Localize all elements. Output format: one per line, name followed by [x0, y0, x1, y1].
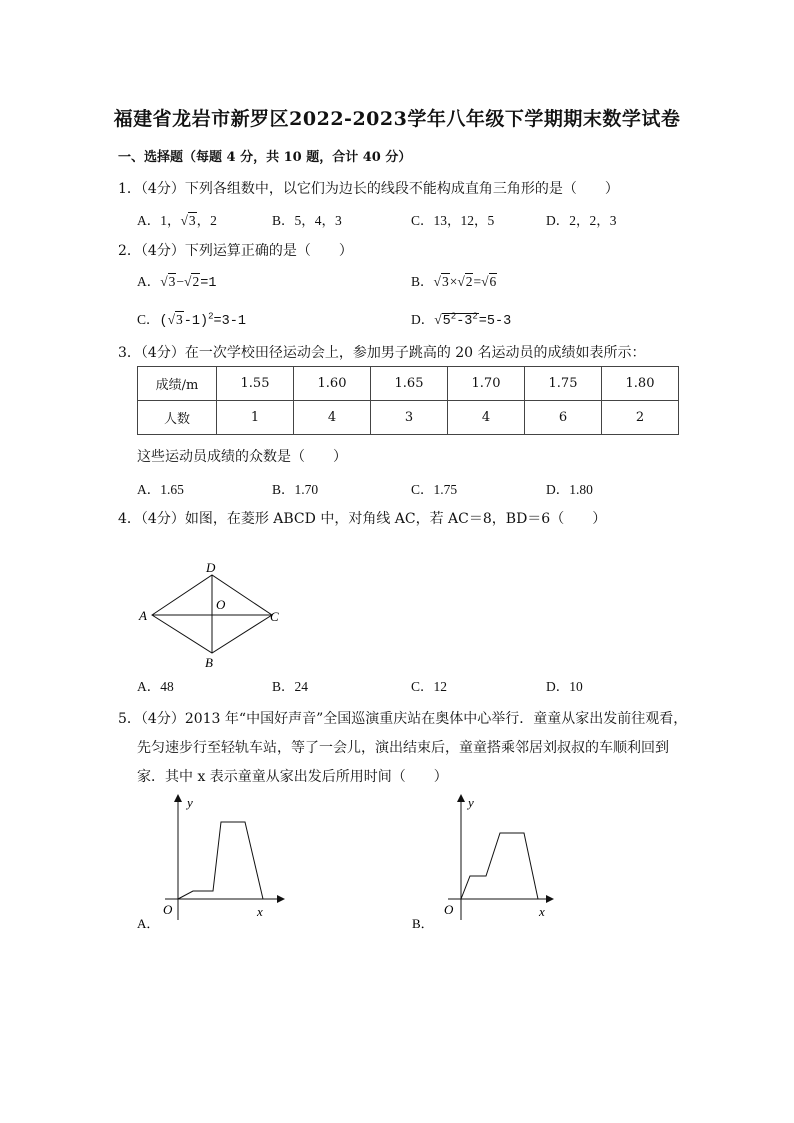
option-text: 1.65 — [160, 482, 184, 497]
option-label: B． — [411, 274, 434, 289]
paren: ( — [159, 314, 168, 329]
base: 5 — [442, 314, 451, 329]
option-label: B． — [272, 482, 295, 497]
table-cell: 1 — [217, 401, 294, 435]
score-table — [137, 366, 679, 435]
option-text: ，2 — [196, 213, 217, 228]
q1-option-a: A．1，√3，2 — [137, 213, 217, 228]
table-cell: 1.60 — [294, 367, 371, 401]
question-3 — [118, 342, 646, 362]
option-text: 5，4，3 — [294, 213, 342, 228]
option-label: C． — [411, 679, 434, 694]
q3-question: 这些运动员成绩的众数是（ ） — [137, 449, 347, 465]
option-label: A． — [137, 679, 161, 694]
option-text: 1， — [160, 213, 181, 228]
option-text: 12 — [433, 679, 448, 694]
option-label: B． — [272, 679, 295, 694]
graph-a — [135, 792, 285, 932]
result: =5-3 — [478, 314, 512, 329]
question-2 — [118, 240, 353, 260]
radicand: 3 — [168, 274, 176, 289]
question-text: （4分）2013 年“中国好声音”全国巡演重庆站在奥体中心举行．童童从家出发前往观看， — [140, 711, 688, 727]
table-cell: 1.55 — [217, 367, 294, 401]
option-label: A． — [137, 213, 161, 228]
vertex-label-b: B — [205, 655, 213, 670]
option-label: B． — [272, 213, 295, 228]
table-cell: 6 — [525, 401, 602, 435]
distance-time-line — [461, 833, 538, 899]
table-cell: 1.70 — [448, 367, 525, 401]
option-label: D． — [546, 482, 570, 497]
question-5-line-3: 家．其中 x 表示童童从家出发后所用时间（ ） — [137, 769, 448, 785]
table-cell: 4 — [294, 401, 371, 435]
question-5-line-2: 先匀速步行至轻轨车站，等了一会儿，演出结束后，童童搭乘邻居刘叔叔的车顺利回到 — [137, 740, 669, 756]
base: -3 — [456, 314, 473, 329]
question-number: 3． — [118, 345, 141, 361]
option-text: 1.75 — [433, 482, 458, 497]
option-text: 10 — [569, 679, 583, 694]
graph-option-label: A． — [137, 916, 160, 931]
y-axis-label: y — [468, 795, 474, 810]
result: =1 — [200, 276, 217, 291]
table-cell: 1.80 — [602, 367, 679, 401]
table-cell: 3 — [371, 401, 448, 435]
q2-option-a: A．√3−√2=1 — [137, 274, 217, 291]
radicand: 3 — [176, 312, 183, 327]
vertex-label-a: A — [139, 608, 147, 623]
question-1 — [118, 178, 619, 198]
q3-option-d — [546, 478, 593, 498]
option-label: C． — [411, 482, 434, 497]
question-text: （4分）在一次学校田径运动会上，参加男子跳高的 20 名运动员的成绩如表所示： — [140, 345, 646, 361]
question-5 — [118, 708, 687, 728]
rhombus-figure — [130, 560, 300, 670]
option-label: D． — [411, 312, 435, 327]
question-number: 4． — [118, 511, 141, 527]
radicand: 3 — [188, 213, 196, 228]
graph-option-label: B． — [412, 916, 434, 931]
question-text: （4分）如图，在菱形 ABCD 中，对角线 AC，若 AC＝8，BD＝6（ ） — [140, 511, 607, 527]
expr: -1) — [183, 314, 209, 329]
q4-option-a — [137, 675, 174, 695]
x-axis-label: x — [257, 904, 263, 919]
option-text: 48 — [160, 679, 174, 694]
center-label-o: O — [216, 597, 226, 612]
q4-option-b — [272, 675, 308, 695]
table-header-cell: 人数 — [138, 401, 217, 435]
q1-option-b — [272, 209, 342, 229]
option-text: 1.70 — [294, 482, 319, 497]
table-row — [138, 401, 679, 435]
option-text: 24 — [294, 679, 309, 694]
q1-option-d — [546, 209, 617, 229]
radicand: 6 — [489, 274, 497, 289]
operator: × — [449, 274, 458, 289]
graph-b — [410, 792, 560, 932]
question-number: 2． — [118, 243, 141, 259]
q4-option-c — [411, 675, 447, 695]
option-text: 13，12，5 — [433, 213, 495, 228]
y-axis-label: y — [187, 795, 193, 810]
question-4 — [118, 508, 606, 528]
q2-option-b: B．√3×√2=√6 — [411, 274, 497, 289]
operator: − — [176, 274, 185, 289]
radicand: 3 — [441, 274, 449, 289]
q4-option-d — [546, 675, 583, 695]
option-label: D． — [546, 679, 570, 694]
q3-option-c — [411, 478, 457, 498]
result: =3-1 — [213, 314, 246, 329]
vertex-label-d: D — [206, 560, 216, 575]
option-text: 1.80 — [569, 482, 593, 497]
exponent: 2 — [208, 311, 214, 322]
table-header-cell: 成绩/m — [138, 367, 217, 401]
origin-label: O — [444, 902, 454, 917]
option-label: D． — [546, 213, 570, 228]
table-row — [138, 367, 679, 401]
question-text: （4分）下列各组数中，以它们为边长的线段不能构成直角三角形的是（ ） — [140, 181, 619, 197]
paper-title: 福建省龙岩市新罗区2022-2023学年八年级下学期期末数学试卷 — [113, 108, 681, 130]
equals: = — [473, 274, 482, 289]
question-text: （4分）下列运算正确的是（ ） — [140, 243, 353, 259]
table-cell: 1.75 — [525, 367, 602, 401]
option-label: C． — [137, 312, 160, 327]
option-label: A． — [137, 482, 161, 497]
question-number: 1． — [118, 181, 141, 197]
table-cell: 2 — [602, 401, 679, 435]
question-number: 5． — [118, 711, 141, 727]
distance-time-line — [178, 822, 263, 899]
q2-option-d: D．$√5^2-3^2=5-3$ — [411, 311, 512, 329]
exponent: 2 — [450, 311, 457, 322]
q1-option-c — [411, 209, 494, 229]
radicand — [442, 313, 479, 329]
option-label: A． — [137, 274, 161, 289]
section-heading: 一、选择题（每题 4 分，共 10 题，合计 40 分） — [118, 150, 412, 165]
option-label: C． — [411, 213, 434, 228]
vertex-label-c: C — [270, 609, 279, 624]
radicand: 2 — [465, 274, 473, 289]
q2-option-c: C．$(√3-1)^2=3-1$ — [137, 311, 246, 329]
exponent: 2 — [472, 311, 478, 322]
option-text: 2，2，3 — [569, 213, 617, 228]
q3-option-b — [272, 478, 318, 498]
table-cell: 1.65 — [371, 367, 448, 401]
x-axis-label: x — [539, 904, 545, 919]
origin-label: O — [163, 902, 173, 917]
table-cell: 4 — [448, 401, 525, 435]
radicand: 2 — [192, 274, 200, 289]
q3-option-a — [137, 478, 184, 498]
